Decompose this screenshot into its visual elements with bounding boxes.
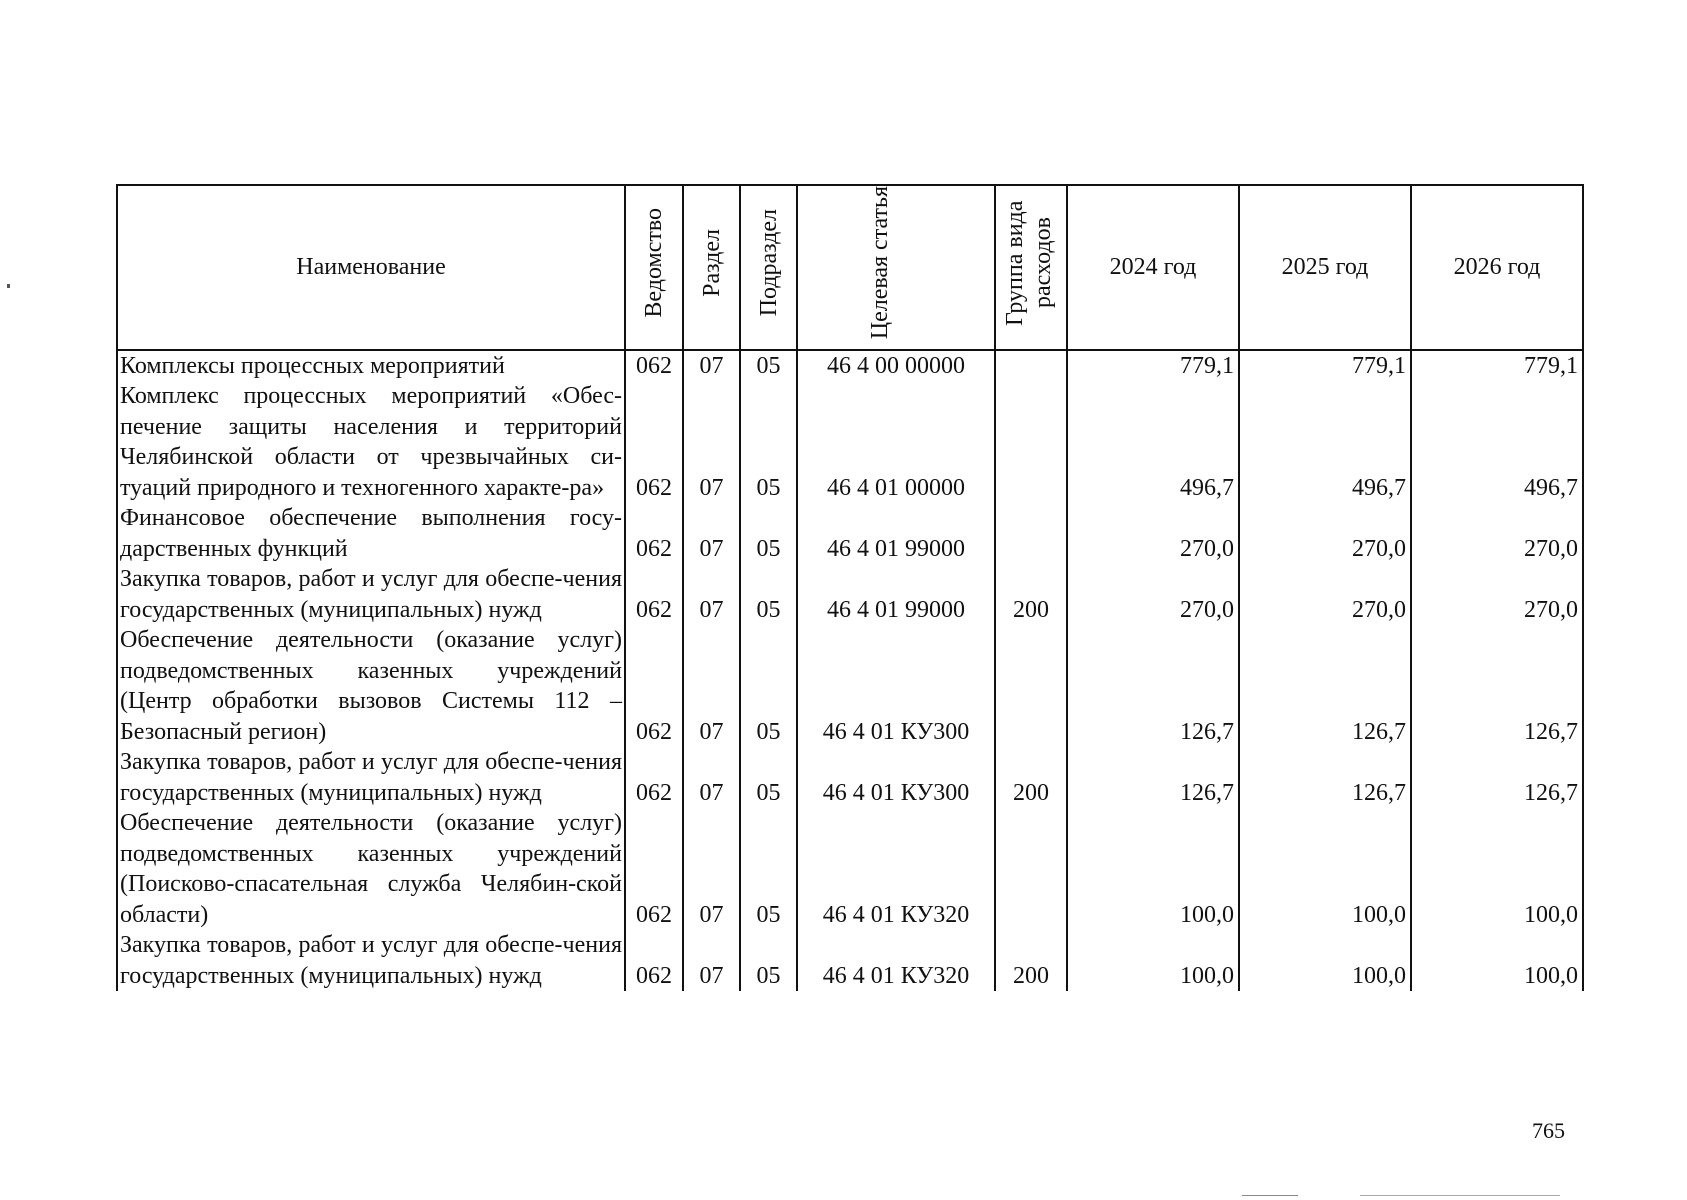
cell-2024: 126,7 — [1067, 747, 1239, 808]
table-row — [117, 381, 1583, 503]
cell-2026: 496,7 — [1411, 381, 1583, 503]
cell-department: 062 — [625, 747, 683, 808]
header-section: Раздел — [683, 185, 740, 350]
table-row — [117, 564, 1583, 625]
cell-subsection: 05 — [740, 350, 797, 382]
cell-2026: 126,7 — [1411, 625, 1583, 747]
cell-2025: 270,0 — [1239, 564, 1411, 625]
cell-name: Комплекс процессных мероприятий «Обес-печение защиты населения и территорий Челябинской области от чрезвычайных си-туаций природного и техногенного характе-ра» — [117, 381, 625, 503]
cell-department: 062 — [625, 930, 683, 991]
cell-2024: 100,0 — [1067, 808, 1239, 930]
cell-2025: 496,7 — [1239, 381, 1411, 503]
cell-section: 07 — [683, 503, 740, 564]
cell-2024: 100,0 — [1067, 930, 1239, 991]
cell-department: 062 — [625, 808, 683, 930]
cell-section: 07 — [683, 625, 740, 747]
cell-target-article: 46 4 01 99000 — [797, 503, 995, 564]
cell-expense-group: 200 — [995, 747, 1067, 808]
cell-target-article: 46 4 01 КУ300 — [797, 625, 995, 747]
header-name: Наименование — [117, 185, 625, 350]
cell-2026: 270,0 — [1411, 564, 1583, 625]
cell-expense-group — [995, 381, 1067, 503]
cell-department: 062 — [625, 625, 683, 747]
cell-name: Закупка товаров, работ и услуг для обеспе-чения государственных (муниципальных) нужд — [117, 930, 625, 991]
cell-target-article: 46 4 01 00000 — [797, 381, 995, 503]
scan-mark-dash — [1242, 1195, 1298, 1196]
table-row — [117, 503, 1583, 564]
cell-section: 07 — [683, 381, 740, 503]
cell-department: 062 — [625, 564, 683, 625]
scan-mark-dot — [7, 284, 10, 288]
cell-subsection: 05 — [740, 564, 797, 625]
cell-2024: 270,0 — [1067, 503, 1239, 564]
cell-subsection: 05 — [740, 381, 797, 503]
cell-2025: 779,1 — [1239, 350, 1411, 382]
cell-expense-group: 200 — [995, 564, 1067, 625]
cell-target-article: 46 4 01 КУ320 — [797, 808, 995, 930]
cell-subsection: 05 — [740, 747, 797, 808]
table-row — [117, 747, 1583, 808]
table-row — [117, 350, 1583, 382]
cell-name: Комплексы процессных мероприятий — [117, 350, 625, 382]
cell-2026: 100,0 — [1411, 930, 1583, 991]
cell-section: 07 — [683, 808, 740, 930]
header-year-2024: 2024 год — [1067, 185, 1239, 350]
cell-section: 07 — [683, 747, 740, 808]
cell-2025: 126,7 — [1239, 625, 1411, 747]
cell-expense-group — [995, 808, 1067, 930]
cell-department: 062 — [625, 381, 683, 503]
cell-subsection: 05 — [740, 503, 797, 564]
cell-section: 07 — [683, 930, 740, 991]
cell-expense-group: 200 — [995, 930, 1067, 991]
cell-name: Обеспечение деятельности (оказание услуг) подведомственных казенных учреждений (Поисково-спасательная служба Челябин-ской области) — [117, 808, 625, 930]
cell-target-article: 46 4 01 КУ320 — [797, 930, 995, 991]
cell-name: Закупка товаров, работ и услуг для обеспе-чения государственных (муниципальных) нужд — [117, 564, 625, 625]
cell-department: 062 — [625, 350, 683, 382]
cell-department: 062 — [625, 503, 683, 564]
cell-2026: 270,0 — [1411, 503, 1583, 564]
cell-2025: 100,0 — [1239, 930, 1411, 991]
cell-subsection: 05 — [740, 808, 797, 930]
cell-2025: 126,7 — [1239, 747, 1411, 808]
table-row — [117, 625, 1583, 747]
header-subsection: Подраздел — [740, 185, 797, 350]
cell-2026: 126,7 — [1411, 747, 1583, 808]
scan-mark-dash — [1360, 1195, 1560, 1196]
cell-expense-group — [995, 503, 1067, 564]
cell-2024: 496,7 — [1067, 381, 1239, 503]
cell-section: 07 — [683, 350, 740, 382]
cell-target-article: 46 4 00 00000 — [797, 350, 995, 382]
cell-target-article: 46 4 01 КУ300 — [797, 747, 995, 808]
cell-name: Финансовое обеспечение выполнения госу-дарственных функций — [117, 503, 625, 564]
cell-target-article: 46 4 01 99000 — [797, 564, 995, 625]
cell-2026: 100,0 — [1411, 808, 1583, 930]
cell-2024: 779,1 — [1067, 350, 1239, 382]
cell-subsection: 05 — [740, 930, 797, 991]
cell-name: Обеспечение деятельности (оказание услуг) подведомственных казенных учреждений (Центр обработки вызовов Системы 112 – Безопасный регион) — [117, 625, 625, 747]
header-department: Ведомство — [625, 185, 683, 350]
header-expense-group: Группа вида расходов — [995, 185, 1067, 350]
cell-2026: 779,1 — [1411, 350, 1583, 382]
cell-subsection: 05 — [740, 625, 797, 747]
table-header-row — [117, 185, 1583, 350]
budget-table — [116, 184, 1584, 991]
header-target-article: Целевая статья — [797, 185, 995, 350]
cell-2024: 126,7 — [1067, 625, 1239, 747]
table-body — [117, 350, 1583, 992]
page-number: 765 — [1532, 1118, 1565, 1143]
table-row — [117, 930, 1583, 991]
cell-2025: 270,0 — [1239, 503, 1411, 564]
header-year-2026: 2026 год — [1411, 185, 1583, 350]
cell-expense-group — [995, 350, 1067, 382]
cell-section: 07 — [683, 564, 740, 625]
cell-2025: 100,0 — [1239, 808, 1411, 930]
cell-name: Закупка товаров, работ и услуг для обеспе-чения государственных (муниципальных) нужд — [117, 747, 625, 808]
table-row — [117, 808, 1583, 930]
header-year-2025: 2025 год — [1239, 185, 1411, 350]
cell-expense-group — [995, 625, 1067, 747]
cell-2024: 270,0 — [1067, 564, 1239, 625]
